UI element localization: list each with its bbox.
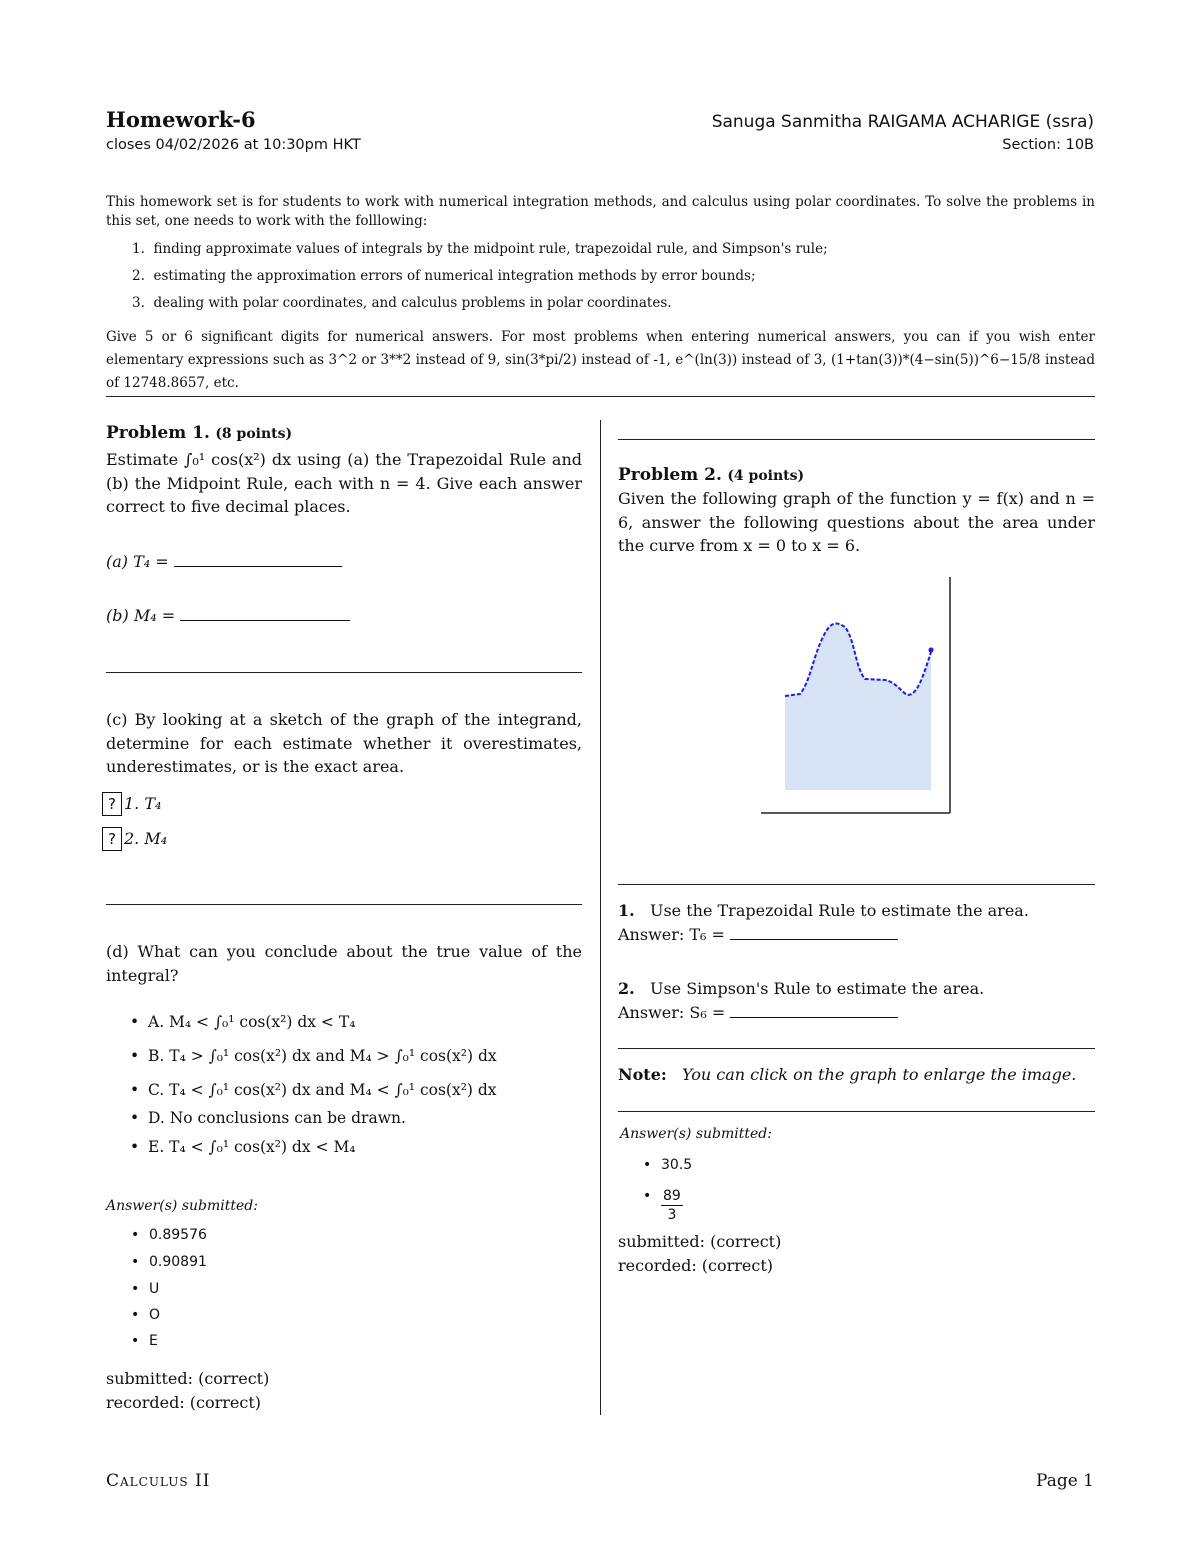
answer-c2-select[interactable]: ? [102, 827, 122, 851]
submitted-answer: • 30.5 [661, 1157, 692, 1173]
homework-title: Homework-6 [106, 107, 256, 132]
intro-item-2: 2. estimating the approximation errors of numerical integration methods by error bounds; [132, 268, 756, 284]
entry-instructions: Give 5 or 6 significant digits for numerical answers. For most problems when entering numerical answers, you can if you wish enter elementary expressions such as 3^2 or 3**2 instead of 9, sin(3*pi/2) instead of -1, e^(ln(3)) instead of 3, (1+tan(3))*(4−sin(5))^6−15/8 instead of 12748.8657, etc. [106, 329, 1095, 391]
divider [618, 1111, 1095, 1112]
intro-item-3: 3. dealing with polar coordinates, and calculus problems in polar coordinates. [132, 295, 672, 311]
answer-a-row: (a) T₄ = [106, 550, 342, 574]
option-b[interactable]: • B. T₄ > ∫₀¹ cos(x²) dx and M₄ > ∫₀¹ cos(x²) dx [148, 1047, 497, 1065]
submitted-answer: • O [149, 1307, 160, 1323]
option-d[interactable]: • D. No conclusions can be drawn. [148, 1109, 406, 1127]
answers-submitted-label: Answer(s) submitted: [620, 1126, 772, 1142]
due-date: closes 04/02/2026 at 10:30pm HKT [106, 137, 361, 153]
question-2: 2. Use Simpson's Rule to estimate the area. [618, 979, 985, 998]
submitted-answer: • E [149, 1333, 158, 1349]
problem2-heading: Problem 2. (4 points) [618, 465, 805, 485]
submitted-answer: • 0.89576 [149, 1227, 207, 1243]
recorded-status: recorded: (correct) [106, 1393, 262, 1412]
area-under-curve [785, 623, 931, 790]
endpoint-marker [929, 648, 934, 653]
option-c[interactable]: • C. T₄ < ∫₀¹ cos(x²) dx and M₄ < ∫₀¹ cos(x²) dx [148, 1081, 497, 1099]
problem2-statement: Given the following graph of the function y = f(x) and n = 6, answer the following questions about the area under the curve from x = 0 to x = 6. [618, 489, 1095, 555]
divider [618, 1048, 1095, 1049]
part-c-item-2: ? 2. M₄ [102, 827, 167, 851]
part-c-text: (c) By looking at a sketch of the graph of the integrand, determine for each estimate whether it overestimates, underestimates, or is the exact area. [106, 710, 582, 776]
column-divider [600, 420, 601, 1415]
answer-b-input[interactable] [180, 606, 350, 621]
part-c-item-1: ? 1. T₄ [102, 792, 161, 816]
answer-s6-row: Answer: S₆ = [618, 1001, 898, 1025]
answer-a-input[interactable] [174, 552, 342, 567]
part-d-text: (d) What can you conclude about the true value of the integral? [106, 942, 582, 985]
student-name: Sanuga Sanmitha RAIGAMA ACHARIGE (ssra) [711, 112, 1094, 132]
answer-t6-row: Answer: T₆ = [618, 923, 898, 947]
page-number: Page 1 [1036, 1471, 1094, 1491]
answer-c1-select[interactable]: ? [102, 792, 122, 816]
intro-item-1: 1. finding approximate values of integrals by the midpoint rule, trapezoidal rule, and Simpson's rule; [132, 241, 828, 257]
submitted-answer: • 0.90891 [149, 1254, 207, 1270]
divider [106, 396, 1095, 397]
submitted-status: submitted: (correct) [618, 1232, 782, 1251]
submitted-answer-fraction: • $\frac{89}{3}$ [661, 1188, 683, 1224]
option-a[interactable]: • A. M₄ < ∫₀¹ cos(x²) dx < T₄ [148, 1013, 355, 1031]
option-e[interactable]: • E. T₄ < ∫₀¹ cos(x²) dx < M₄ [148, 1138, 356, 1156]
answer-b-row: (b) M₄ = [106, 604, 350, 628]
problem1-statement: Estimate ∫₀¹ cos(x²) dx using (a) the Trapezoidal Rule and (b) the Midpoint Rule, each with n = 4. Give each answer correct to five decimal places. [106, 450, 582, 516]
recorded-status: recorded: (correct) [618, 1256, 774, 1275]
problem1-heading: Problem 1. (8 points) [106, 423, 293, 443]
answer-s6-input[interactable] [730, 1003, 898, 1018]
question-1: 1. Use the Trapezoidal Rule to estimate the area. [618, 901, 1029, 920]
course-name: Calculus II [106, 1471, 211, 1491]
divider [618, 439, 1095, 440]
divider [106, 904, 582, 905]
submitted-status: submitted: (correct) [106, 1369, 270, 1388]
divider [618, 884, 1095, 885]
answers-submitted-label: Answer(s) submitted: [106, 1198, 258, 1214]
function-graph[interactable] [755, 572, 955, 817]
intro-paragraph: This homework set is for students to work with numerical integration methods, and calculus using polar coordinates. To solve the problems in this set, one needs to work with the folllowing: [106, 194, 1095, 229]
answer-t6-input[interactable] [730, 925, 898, 940]
submitted-answer: • U [149, 1281, 159, 1297]
divider [106, 672, 582, 673]
section: Section: 10B [1002, 137, 1094, 153]
graph-note: Note: You can click on the graph to enlarge the image. [618, 1065, 1077, 1084]
